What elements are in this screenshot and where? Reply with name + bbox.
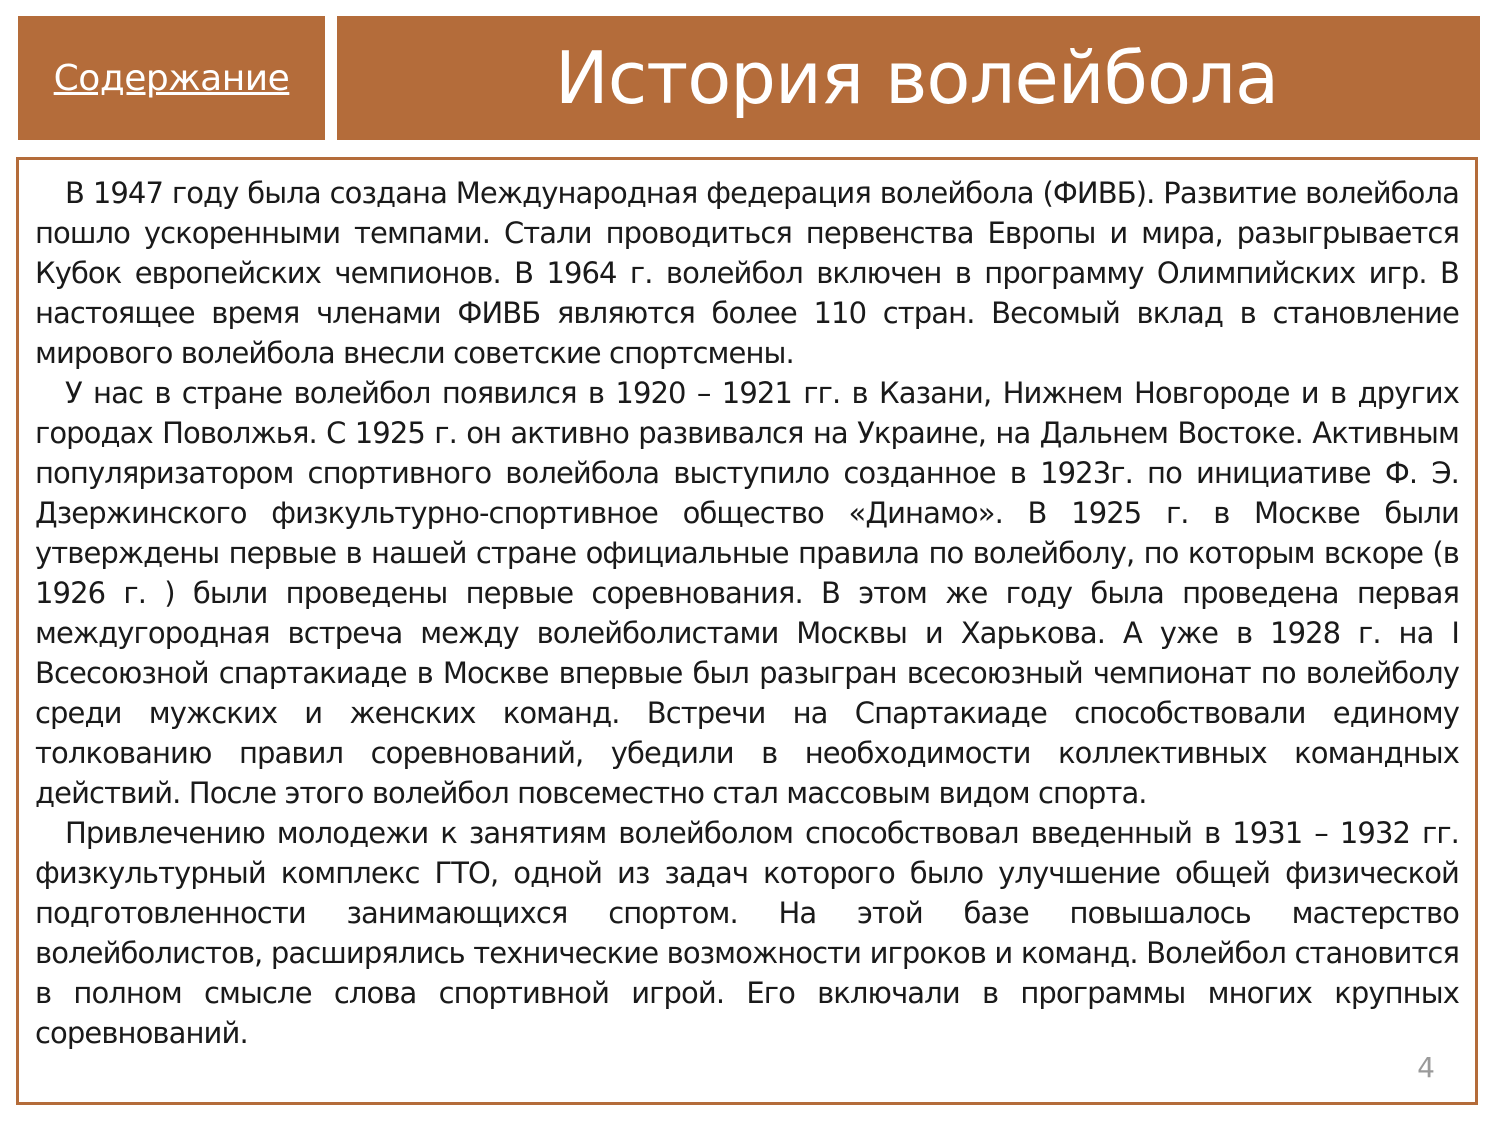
title-panel	[337, 16, 1480, 140]
paragraph-3: Привлечению молодежи к занятиям волейболом способствовал введенный в 1931 – 1932 гг. физкультурный комплекс ГТО, одной из задач которого было улучшение общей физической подготовленности занимающихся спортом. На этой базе повышалось мастерство волейболистов, расширялись технические возможности игроков и команд. Волейбол становится в полном смысле слова спортивной игрой. Его включали в программы многих крупных соревнований.	[35, 816, 1459, 1050]
page-title: История волейбола	[554, 36, 1279, 120]
content-box	[16, 157, 1478, 1105]
paragraph-1: В 1947 году была создана Международная федерация волейбола (ФИВБ). Развитие волейбола пошло ускоренными темпами. Стали проводиться первенства Европы и мира, разыгрывается Кубок европейских чемпионов. В 1964 г. волейбол включен в программу Олимпийских игр. В настоящее время членами ФИВБ являются более 110 стран. Весомый вклад в становление мирового волейбола внесли советские спортсмены.	[35, 176, 1459, 370]
contents-link[interactable]: Содержание	[53, 57, 290, 99]
paragraph-2: У нас в стране волейбол появился в 1920 – 1921 гг. в Казани, Нижнем Новгороде и в других городах Поволжья. С 1925 г. он активно развивался на Украине, на Дальнем Востоке. Активным популяризатором спортивного волейбола выступило созданное в 1923г. по инициативе Ф. Э. Дзержинского физкультурно-спортивное общество «Динамо». В 1925 г. в Москве были утверждены первые в нашей стране официальные правила по волейболу, по которым вскоре (в 1926 г. ) были проведены первые соревнования. В этом же году была проведена первая междугородная встреча между волейболистами Москвы и Харькова. А уже в 1928 г. на I Всесоюзной спартакиаде в Москве впервые был разыгран всесоюзный чемпионат по волейболу среди мужских и женских команд. Встречи на Спартакиаде способствовали единому толкованию правил соревнований, убедили в необходимости коллективных командных действий. После этого волейбол повсеместно стал массовым видом спорта.	[35, 376, 1459, 810]
contents-panel	[18, 16, 325, 140]
page-number: 4	[1417, 1051, 1435, 1084]
